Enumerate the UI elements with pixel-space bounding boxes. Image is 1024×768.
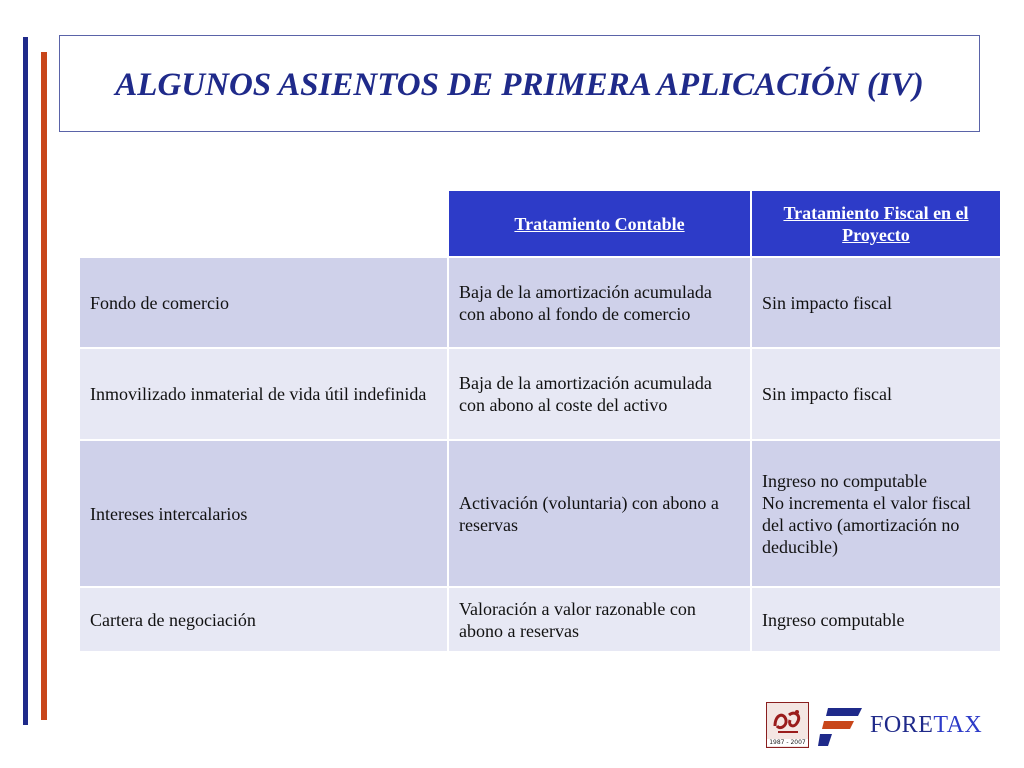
table-header-row: [80, 191, 1000, 256]
foretax-logo: [766, 702, 982, 748]
concept-cell: Fondo de comercio: [80, 256, 447, 347]
accounting-cell: Activación (voluntaria) con abono a reservas: [447, 439, 750, 586]
header-tratamiento-contable: Tratamiento Contable: [447, 191, 750, 256]
brand-name: [870, 710, 982, 740]
anniversary-seal-icon: [766, 702, 809, 748]
brand-name-fore: FORE: [870, 712, 934, 738]
tax-line: Sin impacto fiscal: [762, 292, 892, 313]
tax-line: Ingreso no computable: [762, 470, 927, 491]
table-row: [80, 347, 1000, 439]
table-row: [80, 586, 1000, 651]
foretax-f-mark-icon: [818, 704, 862, 746]
accounting-cell: Valoración a valor razonable con abono a reservas: [447, 586, 750, 651]
left-accent-bar-blue: [23, 37, 28, 725]
tax-line: Ingreso computable: [762, 609, 905, 630]
seal-years: 1987 - 2007: [767, 739, 808, 746]
title-box: [59, 35, 980, 132]
tax-line: No incrementa el valor fiscal del activo (amortización no deducible): [762, 492, 971, 557]
table-row: [80, 439, 1000, 586]
accounting-cell: Baja de la amortización acumulada con abono al fondo de comercio: [447, 256, 750, 347]
left-accent-bar-orange: [41, 52, 47, 720]
brand-name-tax: TAX: [933, 712, 983, 738]
tax-line: Sin impacto fiscal: [762, 384, 892, 404]
tax-cell: [750, 439, 1000, 586]
tax-cell: [750, 347, 1000, 439]
header-empty-cell: [80, 191, 447, 256]
tax-cell: [750, 586, 1000, 651]
accounting-cell: Baja de la amortización acumulada con abono al coste del activo: [447, 347, 750, 439]
table-row: [80, 256, 1000, 347]
seal-emblem-icon: [770, 706, 805, 737]
concept-cell: Cartera de negociación: [80, 586, 447, 651]
treatment-table: [80, 191, 1000, 651]
tax-cell: [750, 256, 1000, 347]
concept-cell: Inmovilizado inmaterial de vida útil indefinida: [80, 347, 447, 439]
header-tratamiento-fiscal: Tratamiento Fiscal en el Proyecto: [750, 191, 1000, 256]
slide-title: ALGUNOS ASIENTOS DE PRIMERA APLICACIÓN (IV): [115, 66, 924, 103]
concept-cell: Intereses intercalarios: [80, 439, 447, 586]
